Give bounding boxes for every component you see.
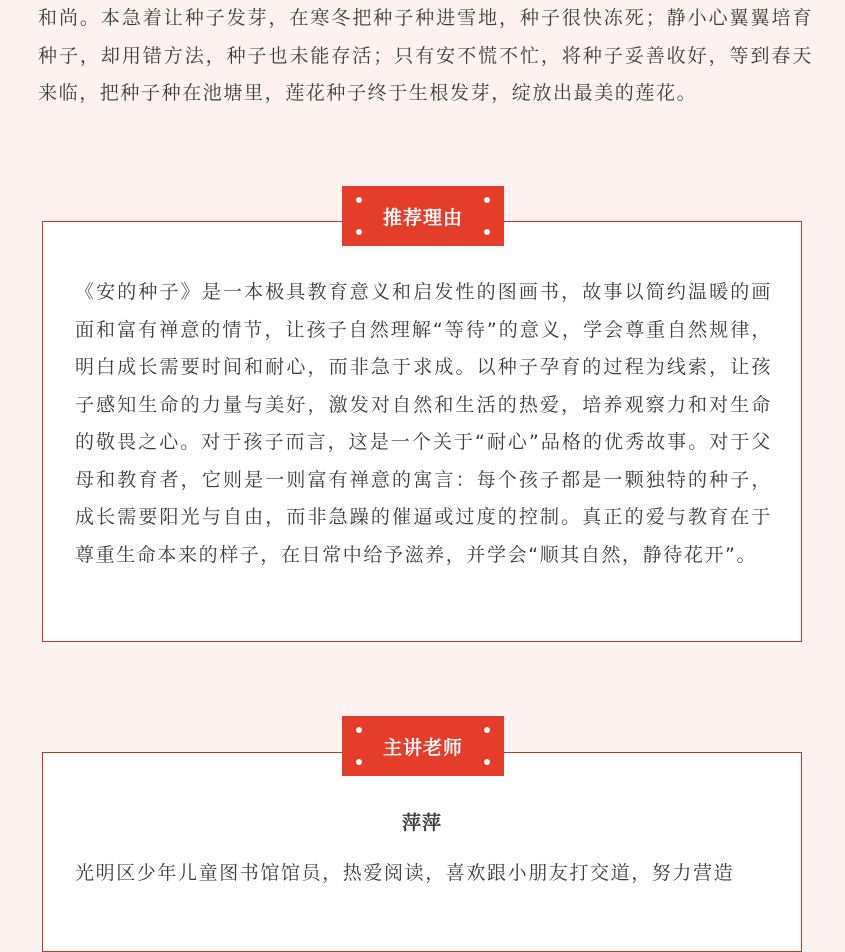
decor-dot-icon bbox=[484, 727, 490, 733]
story-summary-text: 和尚。本急着让种子发芽，在寒冬把种子种进雪地，种子很快冻死；静小心翼翼培育种子，却用错方法，种子也未能存活；只有安不慌不忙，将种子妥善收好，等到春天来临，把种子种在池塘里，莲花种子终于生根发芽，绽放出最美的莲花。 bbox=[38, 7, 813, 104]
decor-dot-icon bbox=[484, 759, 490, 765]
decor-dot-icon bbox=[484, 229, 490, 235]
lecturer-name: 萍萍 bbox=[401, 812, 442, 834]
recommend-reason-text: 《安的种子》是一本极具教育意义和启发性的图画书，故事以简约温暖的画面和富有禅意的情节，让孩子自然理解“等待”的意义，学会尊重自然规律，明白成长需要时间和耐心，而非急于求成。以种子孕育的过程为线索，让孩子感知生命的力量与美好，激发对自然和生活的热爱，培养观察力和对生命的敬畏之心。对于孩子而言，这是一个关于“耐心”品格的优秀故事。对于父母和教育者，它则是一则富有禅意的寓言：每个孩子都是一颗独特的种子，成长需要阳光与自由，而非急躁的催逼或过度的控制。真正的爱与教育在于尊重生命本来的样子，在日常中给予滋养，并学会“顺其自然，静待花开”。 bbox=[75, 281, 772, 566]
decor-dot-icon bbox=[356, 727, 362, 733]
lecturer-bio-text: 光明区少年儿童图书馆馆员，热爱阅读，喜欢跟小朋友打交道，努力营造 bbox=[75, 862, 735, 884]
decor-dot-icon bbox=[356, 229, 362, 235]
decor-dot-icon bbox=[356, 759, 362, 765]
recommend-reason-card bbox=[42, 221, 802, 642]
recommend-reason-heading-tag bbox=[342, 186, 504, 246]
decor-dot-icon bbox=[356, 197, 362, 203]
recommend-reason-heading: 推荐理由 bbox=[382, 206, 463, 229]
decor-dot-icon bbox=[484, 197, 490, 203]
lecturer-heading-tag bbox=[342, 716, 504, 776]
lecturer-card bbox=[42, 752, 802, 952]
lecturer-heading: 主讲老师 bbox=[382, 736, 463, 759]
